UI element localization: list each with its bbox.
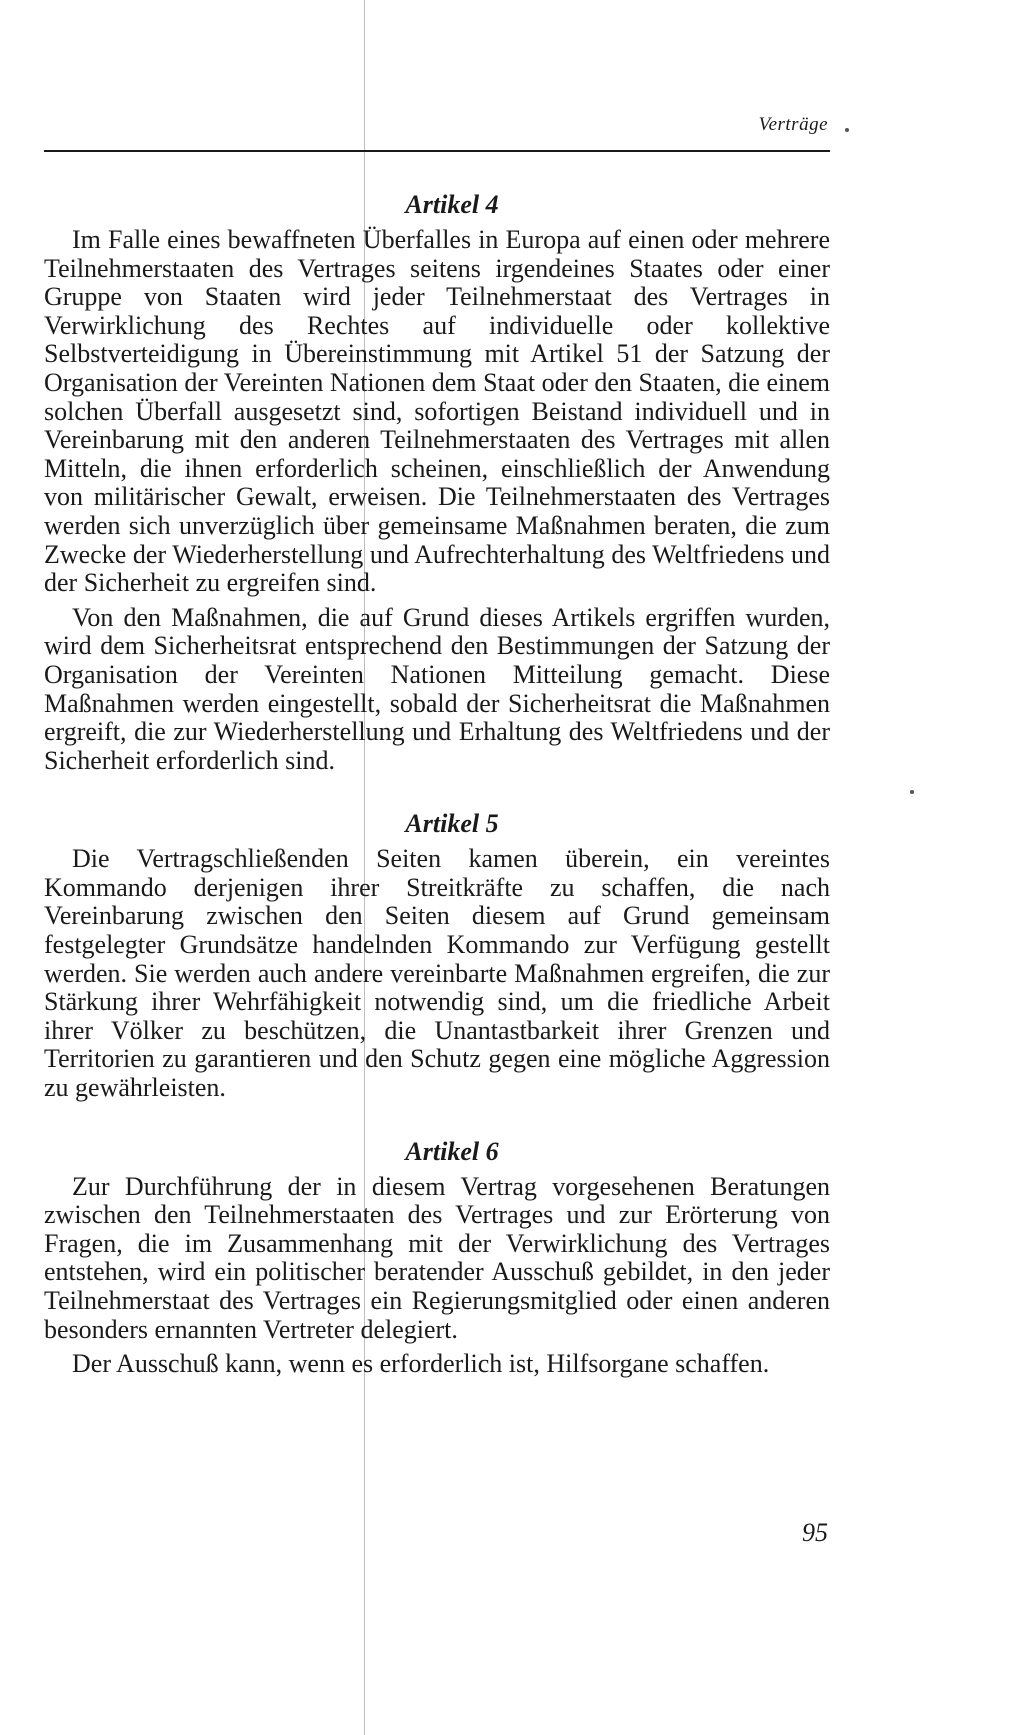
- main-text: [44, 190, 830, 1379]
- stray-mark: [910, 790, 914, 794]
- article-title: Artikel 6: [405, 1136, 499, 1166]
- stray-mark: [845, 128, 849, 132]
- article-title: Artikel 5: [405, 809, 499, 839]
- paragraph: Von den Maßnahmen, die auf Grund dieses Artikels ergriffen wurden, wird dem Sicherheitsrat entsprechend den Bestimmungen der Satzung der Organisation der Vereinten Nationen Mitteilung gemacht. Diese Maßnahmen werden eingestellt, sobald der Sicherheitsrat die Maßnahmen ergreift, die zur Wiederherstellung und Erhaltung des Weltfriedens und der Sicherheit erforderlich sind.: [44, 602, 830, 775]
- article-title: Artikel 4: [405, 190, 499, 219]
- article-4: [44, 190, 830, 775]
- header-rule: [44, 150, 830, 152]
- running-head: Verträge: [758, 114, 828, 135]
- article-6: [44, 1137, 830, 1379]
- paragraph: Der Ausschuß kann, wenn es erforderlich ist, Hilfsorgane schaffen.: [72, 1349, 770, 1379]
- page-number: 95: [802, 1518, 828, 1547]
- paragraph: Die Vertragschließenden Seiten kamen überein, ein vereintes Kommando derjenigen ihrer Streitkräfte zu schaffen, die nach Vereinbarung zwischen den Seiten diesem auf Grund gemeinsam festgelegter Grundsätze handelnden Kommando zur Verfügung gestellt werden. Sie werden auch andere vereinbarte Maßnahmen ergreifen, die zur Stärkung ihrer Wehrfähigkeit notwendig sind, um die friedliche Arbeit ihrer Völker zu beschützen, die Unantastbarkeit ihrer Grenzen und Territorien zu garantieren und den Schutz gegen eine mögliche Aggression zu gewährleisten.: [44, 844, 830, 1103]
- paragraph: Zur Durchführung der in diesem Vertrag vorgesehenen Beratungen zwischen den Teilnehmerstaaten des Vertrages und zur Erörterung von Fragen, die im Zusammenhang mit der Verwirklichung des Vertrages entstehen, wird ein politischer beratender Ausschuß gebildet, in den jeder Teilnehmerstaat des Vertrages ein Regierungsmitglied oder einen anderen besonders ernannten Vertreter delegiert.: [44, 1171, 830, 1344]
- article-5: [44, 809, 830, 1102]
- paragraph: Im Falle eines bewaffneten Überfalles in Europa auf einen oder mehrere Teilnehmerstaaten des Vertrages seitens irgendeines Staates oder einer Gruppe von Staaten wird jeder Teilnehmerstaat des Vertrages in Verwirklichung des Rechtes auf individuelle oder kollektive Selbstverteidigung in Übereinstimmung mit Artikel 51 der Satzung der Organisation der Vereinten Nationen dem Staat oder den Staaten, die einem solchen Überfall ausgesetzt sind, sofortigen Beistand individuell und in Vereinbarung mit den anderen Teilnehmerstaaten des Vertrages mit allen Mitteln, die ihnen erforderlich scheinen, einschließlich der Anwendung von militärischer Gewalt, erweisen. Die Teilnehmerstaaten des Vertrages werden sich unverzüglich über gemeinsame Maßnahmen beraten, die zum Zwecke der Wiederherstellung und Aufrechterhaltung des Weltfriedens und der Sicherheit zu ergreifen sind.: [44, 225, 830, 598]
